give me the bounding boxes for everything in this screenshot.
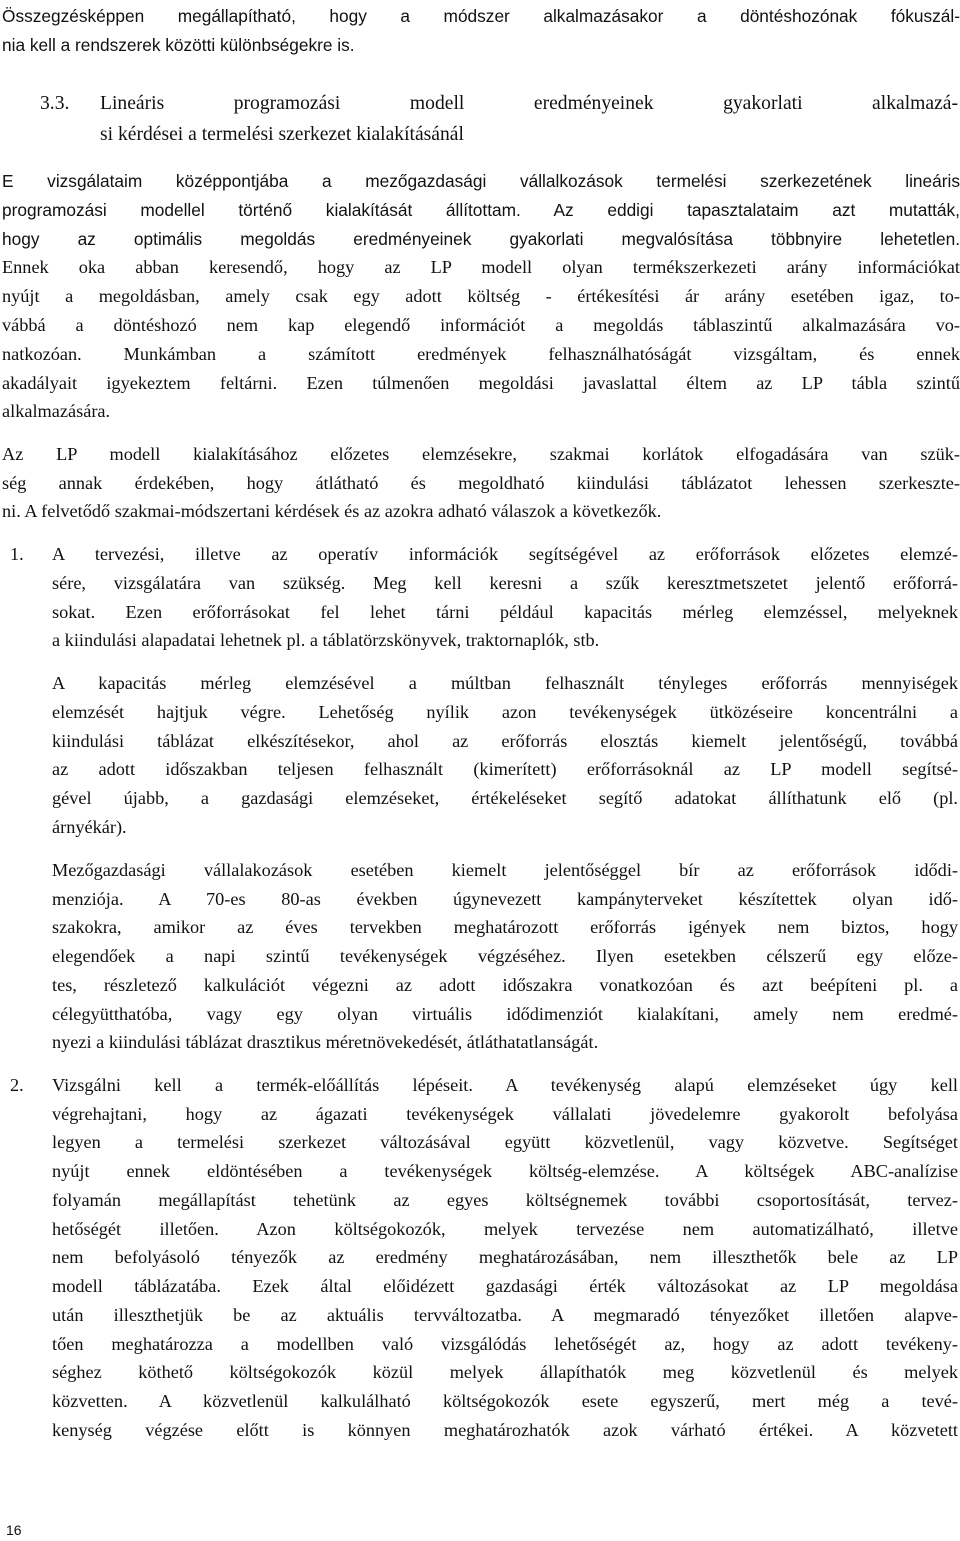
item1-line: menziója. A 70-es 80-as években úgynevezett kampányterveket készítettek olyan idő-	[52, 889, 958, 909]
item1-line: elegendőek a napi szintű tevékenységek végzéséhez. Ilyen esetekben célszerű egy előze-	[52, 946, 958, 966]
item2-line: nem befolyásoló tényezők az eredmény meghatározásában, nem illeszthetők bele az LP	[52, 1247, 958, 1267]
item2-line: modell táblázatába. Ezek által előidézett gazdasági érték változásokat az LP megoldása	[52, 1276, 958, 1296]
item1-line: nyezi a kiindulási táblázat drasztikus méretnövekedését, átláthatatlanságát.	[52, 1032, 599, 1052]
item1-line: A kapacitás mérleg elemzésével a múltban felhasznált tényleges erőforrás mennyiségek	[52, 673, 958, 693]
intro-line: Összegzésképpen megállapítható, hogy a módszer alkalmazásakor a döntéshozónak fókuszál-	[2, 6, 960, 26]
para1-line: nyújt a megoldásban, amely csak egy adott költség - értékesítési ár arány esetében igaz, to-	[2, 286, 960, 306]
para1-line: vábbá a döntéshozó nem kap elegendő információt a megoldás táblaszintű alkalmazására vo-	[2, 315, 960, 335]
section-number: 3.3.	[40, 93, 70, 114]
para1-fragment: Az eddigi tapasztalataim azt mutatták,	[520, 200, 960, 220]
item2-line: után illeszthetjük be az aktuális tervváltozatba. A megmaradó tényezőket illetően alapve-	[52, 1305, 958, 1325]
item2-line: Vizsgálni kell a termék-előállítás lépéseit. A tevékenység alapú elemzéseket úgy kell	[52, 1075, 958, 1095]
para1-line: akadályait igyekeztem feltárni. Ezen túlmenően megoldási javaslattal éltem az LP tábla szintű	[2, 373, 960, 393]
item1-line: tes, részletező kalkulációt végezni az adott időszakra vonatkozóan és azt beépíteni pl. a	[52, 975, 958, 995]
item2-line: séghez köthető költségokozók közül melyek állapíthatók meg közvetlenül és melyek	[52, 1362, 958, 1382]
para1-fragment: programozási modellel történő kialakítását állítottam.	[2, 200, 521, 220]
list-number: 1.	[10, 544, 24, 564]
item1-line: árnyékár).	[52, 817, 127, 837]
item2-line: nyújt ennek eldöntésében a tevékenységek költség-elemzése. A költségek ABC-analízise	[52, 1161, 958, 1181]
para1-fragment: Munkámban a számított eredmények felhasználhatóságát vizsgáltam, és ennek	[81, 344, 960, 364]
para1-line: E vizsgálataim középpontjába a mezőgazdasági vállalkozások termelési szerkezetének lineáris	[2, 171, 960, 191]
item2-line: végrehajtani, hogy az ágazati tevékenységek vállalati jövedelemre gyakorolt befolyása	[52, 1104, 958, 1124]
para1-line: alkalmazására.	[2, 401, 111, 421]
para2-line: ség annak érdekében, hogy átlátható és megoldható kiindulási táblázatot lehessen szerkeszte-	[2, 473, 960, 493]
para1-line	[2, 340, 960, 369]
page-number: 16	[6, 1522, 22, 1538]
item1-line: sére, vizsgálatára van szükség. Meg kell keresni a szűk keresztmetszetet jelentő erőforrá-	[52, 573, 958, 593]
item1-line: elemzését hajtjuk végre. Lehetőség nyílik azon tevékenységek ütközéseire koncentrálni a	[52, 702, 958, 722]
intro-line: nia kell a rendszerek közötti különbségekre is.	[2, 35, 355, 55]
item1-line: kiindulási táblázat elkészítésekor, ahol az erőforrás elosztás kiemelt jelentőségű, továbbá	[52, 731, 958, 751]
para2-line: Az LP modell kialakításához előzetes elemzésekre, szakmai korlátok elfogadására van szük-	[2, 444, 960, 464]
item1-line: A tervezési, illetve az operatív információk segítségével az erőforrások előzetes elemzé-	[52, 544, 958, 564]
para1-fragment: natkozóan.	[2, 344, 82, 364]
item2-line: tően meghatározza a modellben való vizsgálódás lehetőségét az, hogy az adott tevékeny-	[52, 1334, 958, 1354]
para2-line: ni. A felvetődő szakmai-módszertani kérdések és az azokra adható válaszok a következők.	[2, 501, 662, 521]
item1-line: a kiindulási alapadatai lehetnek pl. a táblatörzskönyvek, traktornaplók, stb.	[52, 630, 600, 650]
item2-line: közvetten. A közvetlenül kalkulálható költségokozók esete egyszerű, mert még a tevé-	[52, 1391, 958, 1411]
item1-line: célegyütthatóba, vagy egy olyan virtuális idődimenziót kialakítani, amely nem eredmé-	[52, 1004, 958, 1024]
section-title-line: si kérdései a termelési szerkezet kialakításánál	[100, 124, 464, 145]
item1-line: gével újabb, a gazdasági elemzéseket, értékeléseket segítő adatokat állíthatunk elő (pl.	[52, 788, 958, 808]
item2-line: kenység végzése előtt is könnyen meghatározhatók azok várható értékei. A közvetett	[52, 1420, 958, 1440]
item1-line: az adott időszakban teljesen felhasznált (kimerített) erőforrásoknál az LP modell segítsé-	[52, 759, 958, 779]
item2-line: folyamán megállapítást tehetünk az egyes költségnemek további csoportosítását, tervez-	[52, 1190, 958, 1210]
para1-line: hogy az optimális megoldás eredményeinek gyakorlati megvalósítása többnyire lehetetlen.	[2, 229, 960, 249]
item1-line: sokat. Ezen erőforrásokat fel lehet tárni például kapacitás mérleg elemzéssel, melyeknek	[52, 602, 958, 622]
para1-line: Ennek oka abban keresendő, hogy az LP modell olyan termékszerkezeti arány információkat	[2, 257, 960, 277]
item2-line: legyen a termelési szerkezet változásával együtt közvetlenül, vagy közvetve. Segítséget	[52, 1132, 958, 1152]
item1-line: szakokra, amikor az éves tervekben meghatározott erőforrás igények nem biztos, hogy	[52, 917, 958, 937]
para1-line	[2, 196, 960, 225]
item1-line: Mezőgazdasági vállalakozások esetében kiemelt jelentőséggel bír az erőforrások idődi-	[52, 860, 958, 880]
item2-line: hetőségét illetően. Azon költségokozók, melyek tervezése nem automatizálható, illetve	[52, 1219, 958, 1239]
list-number: 2.	[10, 1075, 24, 1095]
section-title-line: Lineáris programozási modell eredményeinek gyakorlati alkalmazá-	[100, 93, 958, 114]
